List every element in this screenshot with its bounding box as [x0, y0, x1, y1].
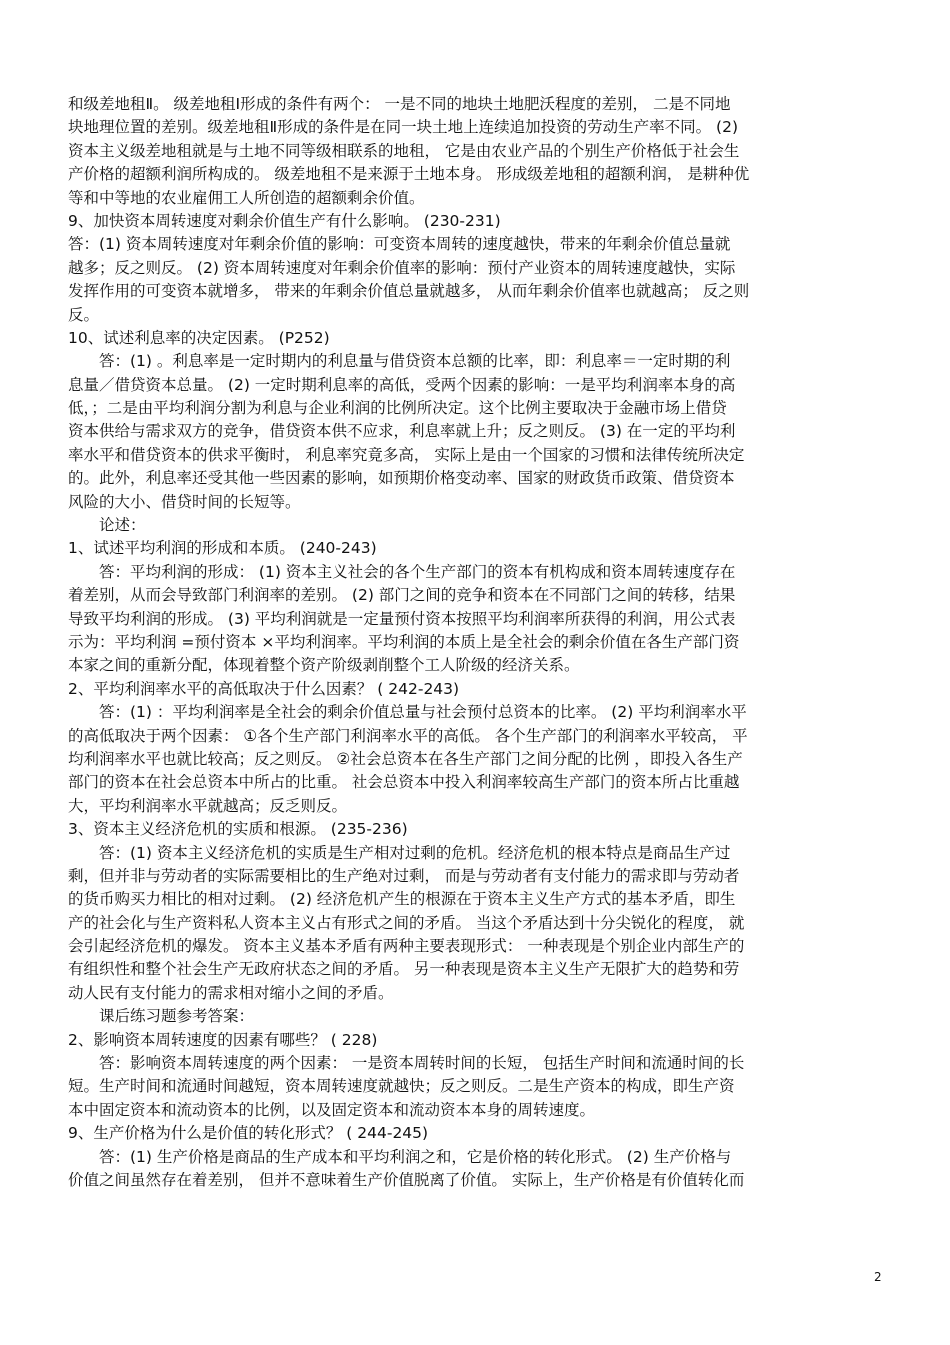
- text-line: 的高低取决于两个因素： ①各个生产部门利润率水平的高低。 各个生产部门的利润率水平较高， 平: [68, 726, 748, 745]
- text-line: 越多；反之则反。 (2) 资本周转速度对年剩余价值率的影响：预付产业资本的周转速度越快，实际: [68, 258, 736, 277]
- text-line: 率水平和借贷资本的供求平衡时， 利息率究竟多高， 实际上是由一个国家的习惯和法律传统所决定: [68, 445, 745, 464]
- text-line: 部门的资本在社会总资本中所占的比重。 社会总资本中投入利润率较高生产部门的资本所占比重越: [68, 773, 740, 792]
- text-line: 大，平均利润率水平就越高；反乏则反。: [68, 796, 348, 815]
- text-line: 的货币购买力相比的相对过剩。 (2) 经济危机产生的根源在于资本主义生产方式的基本矛盾，即生: [68, 890, 736, 909]
- text-line: 反。: [68, 305, 100, 324]
- text-line: 导致平均利润的形成。 (3) 平均利润就是一定量预付资本按照平均利润率所获得的利润，用公式表: [68, 609, 736, 628]
- text-line: 答：平均利润的形成： (1) 资本主义社会的各个生产部门的资本有机构成和资本周转速度存在: [68, 562, 736, 581]
- text-line: 答：(1) 。利息率是一定时期内的利息量与借贷资本总额的比率，即：利息率＝一定时期的利: [68, 352, 731, 371]
- text-line: 答：影响资本周转速度的两个因素： 一是资本周转时间的长短， 包括生产时间和流通时间的长: [68, 1054, 745, 1073]
- text-line: 资本供给与需求双方的竞争，借贷资本供不应求，利息率就上升；反之则反。 (3) 在一定的平均利: [68, 422, 736, 441]
- text-line: 答：(1) 资本主义经济危机的实质是生产相对过剩的危机。经济危机的根本特点是商品生产过: [68, 843, 731, 862]
- text-line: 2、影响资本周转速度的因素有哪些？ ( 228): [68, 1030, 378, 1049]
- text-line: 着差别，从而会导致部门利润率的差别。 (2) 部门之间的竞争和资本在不同部门之间的转移，结果: [68, 586, 736, 605]
- text-line: 产价格的超额利润所构成的。 级差地租不是来源于土地本身。 形成级差地租的超额利润， 是耕种优: [68, 165, 750, 184]
- text-line: 本家之间的重新分配，体现着整个资产阶级剥削整个工人阶级的经济关系。: [68, 656, 580, 675]
- page-number: 2: [874, 1270, 882, 1284]
- text-line: 息量／借贷资本总量。 (2) 一定时期利息率的高低，受两个因素的影响：一是平均利润率本身的高: [68, 375, 736, 394]
- text-line: 动人民有支付能力的需求相对缩小之间的矛盾。: [68, 983, 394, 1002]
- text-line: 2、平均利润率水平的高低取决于什么因素？ ( 242-243): [68, 679, 460, 698]
- text-line: 低，；二是由平均利润分割为利息与企业利润的比例所决定。这个比例主要取决于金融市场上借贷: [68, 399, 727, 418]
- text-line: 和级差地租Ⅱ。 级差地租Ⅰ形成的条件有两个： 一是不同的地块土地肥沃程度的差别， 二是不同地: [68, 95, 731, 113]
- text-line: 有组织性和整个社会生产无政府状态之间的矛盾。 另一种表现是资本主义生产无限扩大的趋势和劳: [68, 960, 740, 979]
- text-line: 答：(1) 生产价格是商品的生产成本和平均利润之和，它是价格的转化形式。 (2) 生产价格与: [68, 1147, 732, 1166]
- text-line: 发挥作用的可变资本就增多， 带来的年剩余价值总量就越多， 从而年剩余价值率也就越高； 反之则: [68, 282, 750, 301]
- text-line: 答：(1) 资本周转速度对年剩余价值的影响：可变资本周转的速度越快，带来的年剩余价值总量就: [68, 235, 731, 254]
- text-line: 产的社会化与生产资料私人资本主义占有形式之间的矛盾。 当这个矛盾达到十分尖锐化的程度， 就: [68, 913, 745, 932]
- text-line: 块地理位置的差别。级差地租Ⅱ形成的条件是在同一块土地上连续追加投资的劳动生产率不同。 (2): [68, 118, 739, 137]
- text-line: 9、加快资本周转速度对剩余价值生产有什么影响。 (230-231): [68, 211, 501, 230]
- text-line: 短。生产时间和流通时间越短，资本周转速度就越快；反之则反。二是生产资本的构成，即生产资: [68, 1077, 735, 1096]
- text-line: 3、资本主义经济危机的实质和根源。 (235-236): [68, 820, 408, 839]
- text-line: 资本主义级差地租就是与土地不同等级相联系的地租， 它是由农业产品的个别生产价格低于社会生: [68, 141, 740, 160]
- text-line: 本中固定资本和流动资本的比例，以及固定资本和流动资本本身的周转速度。: [68, 1100, 596, 1119]
- text-line: 1、试述平均利润的形成和本质。 (240-243): [68, 539, 377, 558]
- text-line: 的。此外，利息率还受其他一些因素的影响，如预期价格变动率、国家的财政货币政策、借贷资本: [68, 469, 735, 488]
- text-line: 均利润率水平也就比较高；反之则反。 ②社会总资本在各生产部门之间分配的比例 ，即投入各生产: [68, 749, 743, 768]
- text-line: 风险的大小、借贷时间的长短等。: [68, 492, 301, 511]
- text-line: 答：(1) ：平均利润率是全社会的剩余价值总量与社会预付总资本的比率。 (2) 平均利润率水平: [68, 703, 747, 722]
- text-line: 10、试述利息率的决定因素。 (P252): [68, 328, 330, 347]
- text-line: 论述：: [68, 516, 146, 535]
- text-line: 课后练习题参考答案：: [68, 1007, 255, 1026]
- text-line: 等和中等地的农业雇佣工人所创造的超额剩余价值。: [68, 188, 425, 207]
- text-line: 会引起经济危机的爆发。 资本主义基本矛盾有两种主要表现形式： 一种表现是个别企业内部生产的: [68, 937, 745, 956]
- text-line: 价值之间虽然存在着差别， 但并不意味着生产价值脱离了价值。 实际上，生产价格是有价值转化而: [68, 1170, 745, 1189]
- text-line: 示为：平均利润 =预付资本 ×平均利润率。平均利润的本质上是全社会的剩余价值在各生产部门资: [68, 632, 740, 651]
- document-body: [68, 93, 883, 1192]
- text-line: 剩，但并非与劳动者的实际需要相比的生产绝对过剩， 而是与劳动者有支付能力的需求即与劳动者: [68, 866, 740, 885]
- text-line: 9、生产价格为什么是价值的转化形式？ ( 244-245): [68, 1124, 429, 1143]
